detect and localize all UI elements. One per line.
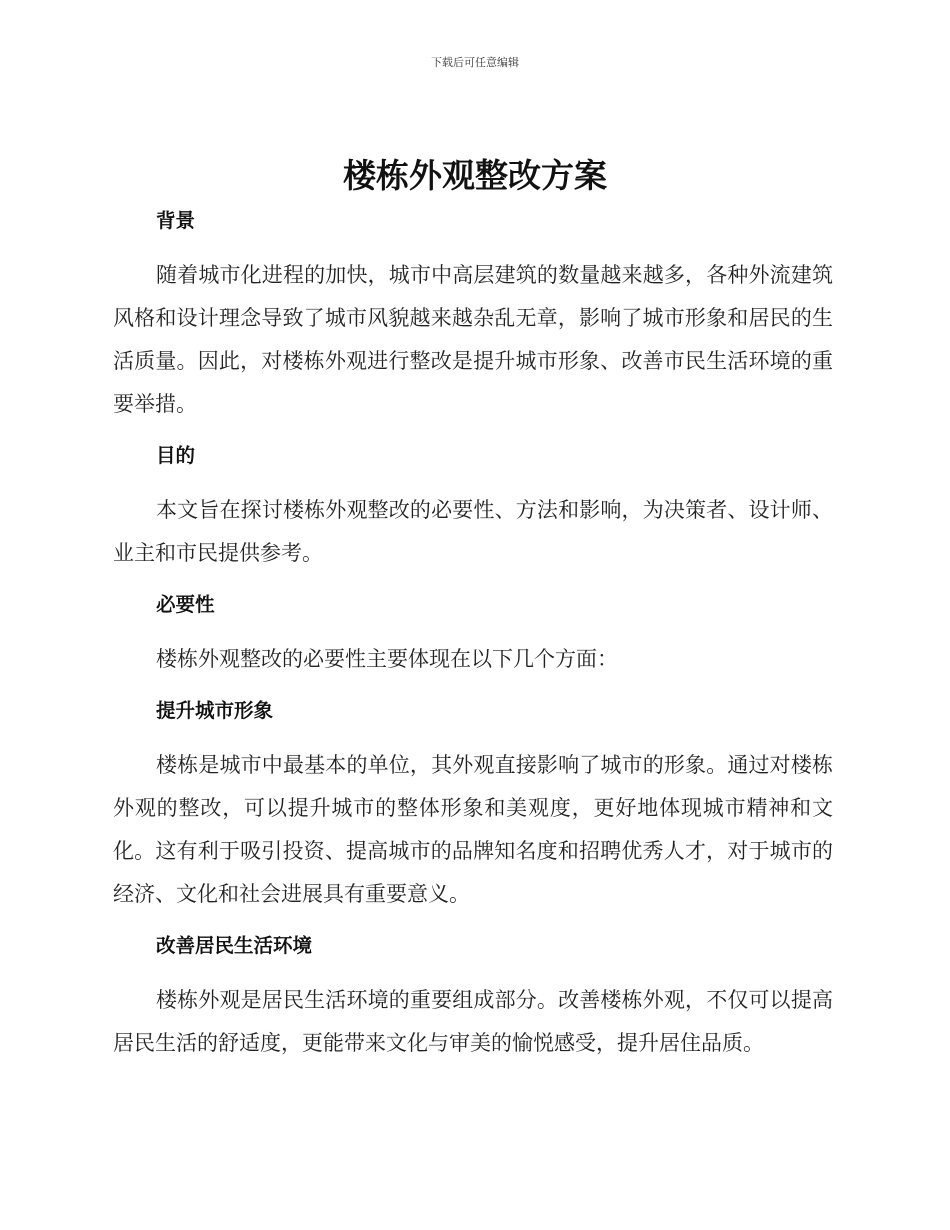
page-header-note: 下载后可任意编辑: [431, 56, 519, 69]
section-heading-city-image: 提升城市形象: [156, 699, 274, 722]
document-body: [113, 205, 833, 1065]
section-paragraph-necessity: 楼栋外观整改的必要性主要体现在以下几个方面：: [156, 647, 618, 671]
document-title: 楼栋外观整改方案: [343, 156, 607, 195]
section-heading-purpose: 目的: [156, 444, 196, 467]
section-paragraph-city-image: 楼栋是城市中最基本的单位，其外观直接影响了城市的形象。通过对楼栋外观的整改，可以提升城市的整体形象和美观度，更好地体现城市精神和文化。这有利于吸引投资、提高城市的品牌知名度和招聘优秀人才，对于城市的经济、文化和社会进展具有重要意义。: [113, 753, 833, 906]
section-paragraph-background: 随着城市化进程的加快，城市中高层建筑的数量越来越多，各种外流建筑风格和设计理念导致了城市风貌越来越杂乱无章，影响了城市形象和居民的生活质量。因此，对楼栋外观进行整改是提升城市形象、改善市民生活环境的重要举措。: [113, 263, 833, 416]
section-heading-living-environment: 改善居民生活环境: [156, 934, 313, 957]
section-paragraph-living-environment: 楼栋外观是居民生活环境的重要组成部分。改善楼栋外观，不仅可以提高居民生活的舒适度，更能带来文化与审美的愉悦感受，提升居住品质。: [113, 988, 833, 1055]
section-paragraph-purpose: 本文旨在探讨楼栋外观整改的必要性、方法和影响，为决策者、设计师、业主和市民提供参考。: [113, 498, 833, 565]
section-heading-necessity: 必要性: [156, 593, 215, 616]
section-heading-background: 背景: [156, 209, 196, 232]
